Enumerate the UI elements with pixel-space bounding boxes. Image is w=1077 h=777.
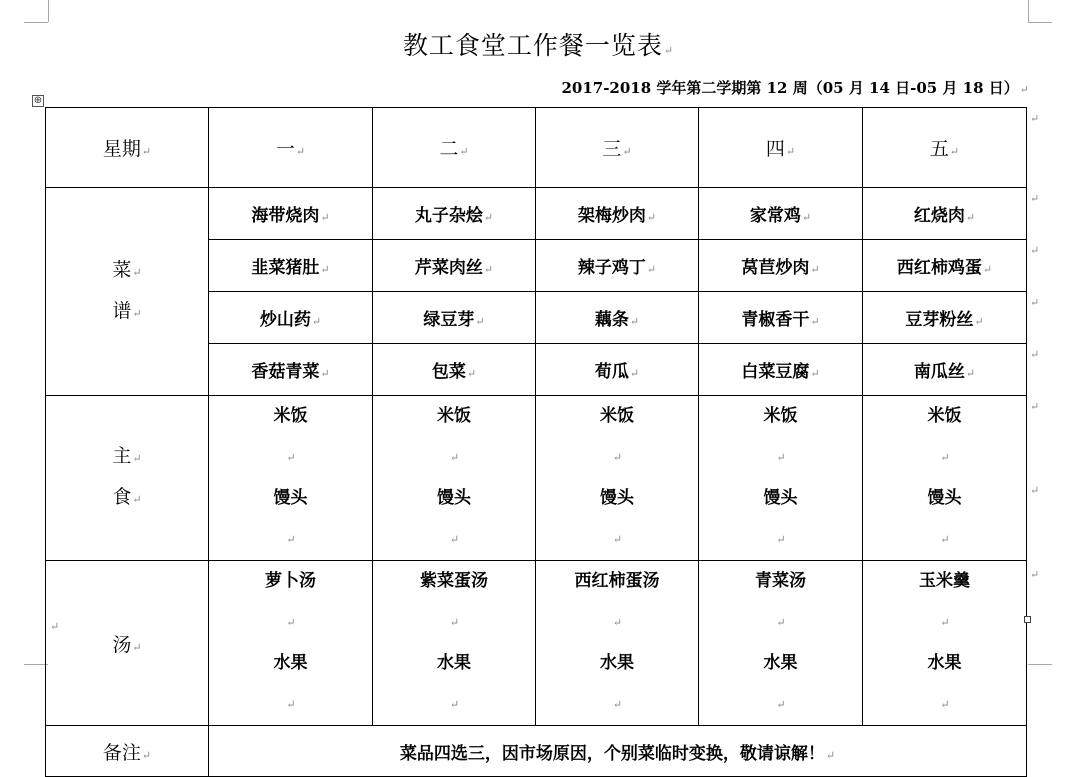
dish-cell: 西红柿鸡蛋↵ [863, 240, 1027, 292]
dish-cell: 绿豆芽↵ [373, 292, 536, 344]
dish-cell: 豆芽粉丝↵ [863, 292, 1027, 344]
week-subtitle: 2017-2018 学年第二学期第 12 周（05 月 14 日-05 月 18 日）↵ [561, 79, 1029, 97]
end-paragraph-mark: ↵ [50, 620, 60, 633]
staple-cell: 米饭 ↵ 馒头 ↵ [209, 396, 373, 561]
row-end-mark: ↵ [1030, 568, 1040, 581]
staple-label-cell: 主↵ 食↵ [46, 396, 209, 561]
day-header: 五↵ [863, 108, 1027, 188]
crop-mark-top-left-h [24, 22, 48, 23]
crop-mark-top-right-h [1028, 22, 1052, 23]
day-header: 三↵ [536, 108, 699, 188]
note-text-cell: 菜品四选三，因市场原因，个别菜临时变换，敬请谅解！↵ [209, 726, 1027, 777]
note-row [46, 726, 1027, 777]
dish-cell: 包菜↵ [373, 344, 536, 396]
table-move-handle-icon[interactable]: ⊕ [33, 95, 43, 106]
header-row [46, 108, 1027, 188]
dish-cell: 架梅炒肉↵ [536, 188, 699, 240]
soup-cell: 萝卜汤 ↵ 水果 ↵ [209, 561, 373, 726]
row-end-mark: ↵ [1030, 484, 1040, 497]
menu-row [46, 188, 1027, 240]
soup-cell: 西红柿蛋汤 ↵ 水果 ↵ [536, 561, 699, 726]
staple-row [46, 396, 1027, 561]
dish-cell: 红烧肉↵ [863, 188, 1027, 240]
row-end-mark: ↵ [1030, 400, 1040, 413]
dish-cell: 辣子鸡丁↵ [536, 240, 699, 292]
crop-mark-bottom-right-h [1028, 664, 1052, 665]
dish-cell: 南瓜丝↵ [863, 344, 1027, 396]
crop-mark-top-right-v [1028, 0, 1029, 22]
dish-cell: 丸子杂烩↵ [373, 188, 536, 240]
staple-cell: 米饭 ↵ 馒头 ↵ [536, 396, 699, 561]
row-end-mark: ↵ [1030, 192, 1040, 205]
row-end-mark: ↵ [1030, 348, 1040, 361]
day-header: 二↵ [373, 108, 536, 188]
dish-cell: 荀瓜↵ [536, 344, 699, 396]
weekday-label-cell: 星期↵ [46, 108, 209, 188]
dish-cell: 香菇青菜↵ [209, 344, 373, 396]
dish-cell: 韭菜猪肚↵ [209, 240, 373, 292]
soup-cell: 玉米羹 ↵ 水果 ↵ [863, 561, 1027, 726]
soup-cell: 紫菜蛋汤 ↵ 水果 ↵ [373, 561, 536, 726]
row-end-mark: ↵ [1030, 244, 1040, 257]
page-title: 教工食堂工作餐一览表↵ [402, 31, 675, 60]
soup-label-cell: 汤↵ [46, 561, 209, 726]
dish-cell: 芹菜肉丝↵ [373, 240, 536, 292]
table-resize-handle[interactable] [1024, 616, 1031, 623]
soup-cell: 青菜汤 ↵ 水果 ↵ [699, 561, 863, 726]
dish-cell: 家常鸡↵ [699, 188, 863, 240]
dish-cell: 炒山药↵ [209, 292, 373, 344]
staple-cell: 米饭 ↵ 馒头 ↵ [373, 396, 536, 561]
dish-cell: 莴苣炒肉↵ [699, 240, 863, 292]
row-end-mark: ↵ [1030, 296, 1040, 309]
soup-row [46, 561, 1027, 726]
note-label-cell: 备注↵ [46, 726, 209, 777]
crop-mark-top-left-v [48, 0, 49, 22]
dish-cell: 青椒香干↵ [699, 292, 863, 344]
staple-cell: 米饭 ↵ 馒头 ↵ [699, 396, 863, 561]
row-end-mark: ↵ [1030, 112, 1040, 125]
staple-cell: 米饭 ↵ 馒头 ↵ [863, 396, 1027, 561]
menu-table [45, 107, 1027, 777]
dish-cell: 藕条↵ [536, 292, 699, 344]
menu-label-cell: 菜↵ 谱↵ [46, 188, 209, 396]
day-header: 四↵ [699, 108, 863, 188]
dish-cell: 海带烧肉↵ [209, 188, 373, 240]
dish-cell: 白菜豆腐↵ [699, 344, 863, 396]
day-header: 一↵ [209, 108, 373, 188]
